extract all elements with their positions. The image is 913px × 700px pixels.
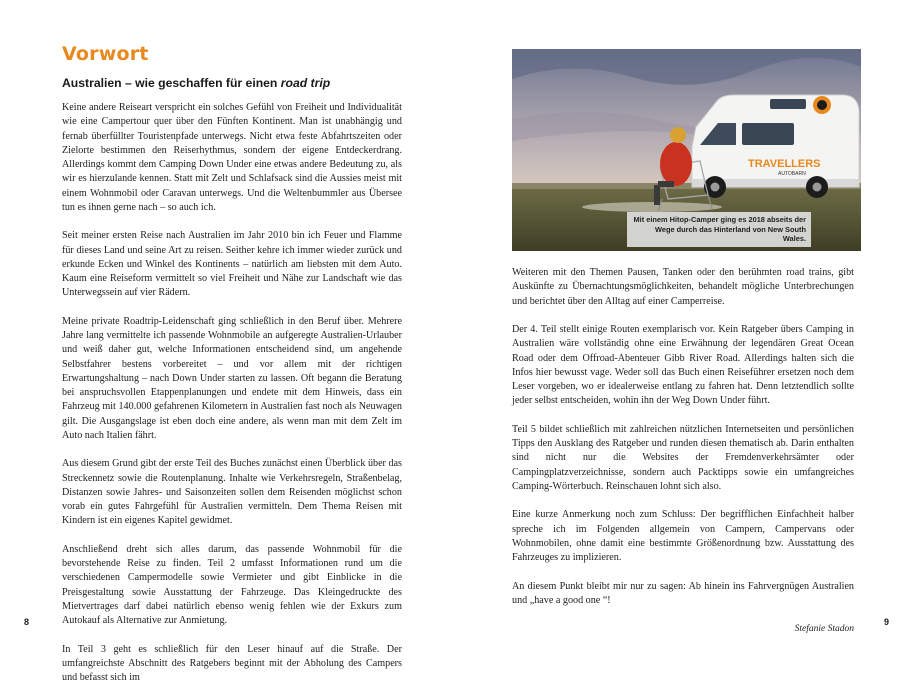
campervan [692,95,859,198]
left-text-column [62,101,402,700]
page-number-right: 9 [883,617,889,627]
paragraph: Teil 5 bildet schließlich mit zahlreichen nützlichen Internetseiten und persönlichen Tipps den Ausklang des Ratgeber und runden diesen thematisch ab. Darin enthalten sind nicht nur die Websites der Fremdenverkehrsämter oder Campingplatzverzeichnisse, sondern auch Packtipps sowie ein umfangreiches Camping-Wörterbuch. Reinschauen lohnt sich also. [512,423,854,492]
paragraph: An diesem Punkt bleibt mir nur zu sagen: Ab hinein ins Fahrvergnügen Australien und „have a good one “! [512,580,854,606]
paragraph: In Teil 3 geht es schließlich für den Leser hinauf auf die Straße. Der umfangreichste Abschnitt des Ratgebers beginnt mit der Abholung des Campers und befasst sich im [62,643,402,683]
subheading-italic: road trip [280,76,331,90]
right-text-column [512,266,854,651]
paragraph: Der 4. Teil stellt einige Routen exemplarisch vor. Kein Ratgeber übers Camping in Australien wäre vollständig ohne eine Erwähnung der legendären Great Ocean Road oder dem Offroad-Abenteuer Gibb River Road. Allerdings halten sich die Infos hier bewusst vage. Weder soll das Buch einen Reiseführer ersetzen noch dem Leser vorgeben, wo er idealerweise entlang zu fahren hat. Denn letztendlich sollte jeder selbst entscheiden, wohin ihn der Weg Down Under führt. [512,324,854,407]
paragraph: Anschließend dreht sich alles darum, das passende Wohnmobil für die bevorstehende Reise zu finden. Teil 2 umfasst Informationen rund um die verschiedenen Campermodelle sowie Vermieter und gibt Einblicke in die Preisgestaltung sowie Ausstattung der Fahrzeuge. Das Kleingedruckte des Mietvertrages darf dabei natürlich ebenso wenig fehlen wie der Exkurs zum Autokauf als Alternative zur Anmietung. [62,543,402,626]
paragraph: Keine andere Reiseart verspricht ein solches Gefühl von Freiheit und Individualität wie eine Campertour quer über den Fünften Kontinent. Man ist unabhängig und fernab überfüllter Touristenpfade unterwegs. Nicht etwa feste Abfahrtszeiten oder Zielorte bestimmen den Reiserhythmus, sondern der eigene Entdeckerdrang. Allerdings kommt dem Camping Down Under eine etwas andere Bedeutung zu, als wir es hierzulande kennen. Statt mit Zelt und Schlafsack sind die Aussies meist mit einem Wohnmobil oder Caravan unterwegs. Und die Weltenbummler aus Übersee tun es ihnen gerne nach – so auch ich. [62,102,402,213]
paragraph: Seit meiner ersten Reise nach Australien im Jahr 2010 bin ich Feuer und Flamme für dieses Land und seine Art zu reisen. Seither kehre ich immer wieder zurück und erkunde Ecken und Winkel des Kontinents – natürlich am liebsten mit dem Auto. Kaum eine Reiseform vermittelt so viel Freiheit und Nähe zur Landschaft wie das Unterwegssein auf vier Rädern. [62,230,402,299]
paragraph: Eine kurze Anmerkung noch zum Schluss: Der begrifflichen Einfachheit halber spreche ich im Folgenden allgemein von Campern, Campervans oder Wohnmobilen, ohne damit eine bestimmte Größenordnung bzw. Ausstattung des Fahrzeuges zu implizieren. [512,509,854,563]
paragraph: Weiteren mit den Themen Pausen, Tanken oder den berühmten road trains, gibt Auskünfte zu Übernachtungsmöglichkeiten, behandelt mögliche Unterbrechungen und berichtet über den Alltag auf einer Camperreise. [512,267,854,307]
page-number-left: 8 [24,617,30,627]
paragraph: Aus diesem Grund gibt der erste Teil des Buches zunächst einen Überblick über das Streckennetz sowie die Routenplanung. Inhalte wie Verkehrsregeln, Straßenbelag, Distanzen sowie Jahres- und Saisonzeiten sollen dem Reisenden möglichst schon vorab ein gutes Fahrgefühl für Australien vermitteln. Dem Thema Reisen mit Kindern ist ein eigenes Kapitel gewidmet. [62,458,402,527]
right-page [456,0,913,648]
left-page [0,0,456,683]
subheading-text: Australien – wie geschaffen für einen [62,76,281,90]
concrete-pad [582,202,722,212]
author-signature: Stefanie Stadon [794,624,854,635]
van-brand-subtext: AUTOBARN [778,171,806,177]
paragraph: Meine private Roadtrip-Leidenschaft ging schließlich in den Beruf über. Mehrere Jahre lang vermittelte ich passende Wohnmobile an aufgeregte Australien-Urlauber und weiß daher gut, welche Informationen entscheidend sind, um angehende Selbstfahrer bestens vorbereitet – und vor allem mit der richtigen Erwartungshaltung – nach Down Under starten zu lassen. Oft begann die Beratung bei anspruchsvollen Etappenplanungen und endete mit dem Hinweis, dass ein Fahrzeug mit 140.000 gefahrenen Kilometern in Australien fast noch als Neuwagen gilt. Die Ausgangslage ist eben doch eine andere, als wenn man mit dem Zelt im Auto nach Italien fährt. [62,315,402,441]
photo-caption: Mit einem Hitop-Camper ging es 2018 abseits der Wege durch das Hinterland von New South Wales. [627,212,811,247]
van-brand-text: TRAVELLERS [748,158,821,170]
chapter-heading: Vorwort [62,43,149,65]
chapter-subheading [62,76,330,90]
